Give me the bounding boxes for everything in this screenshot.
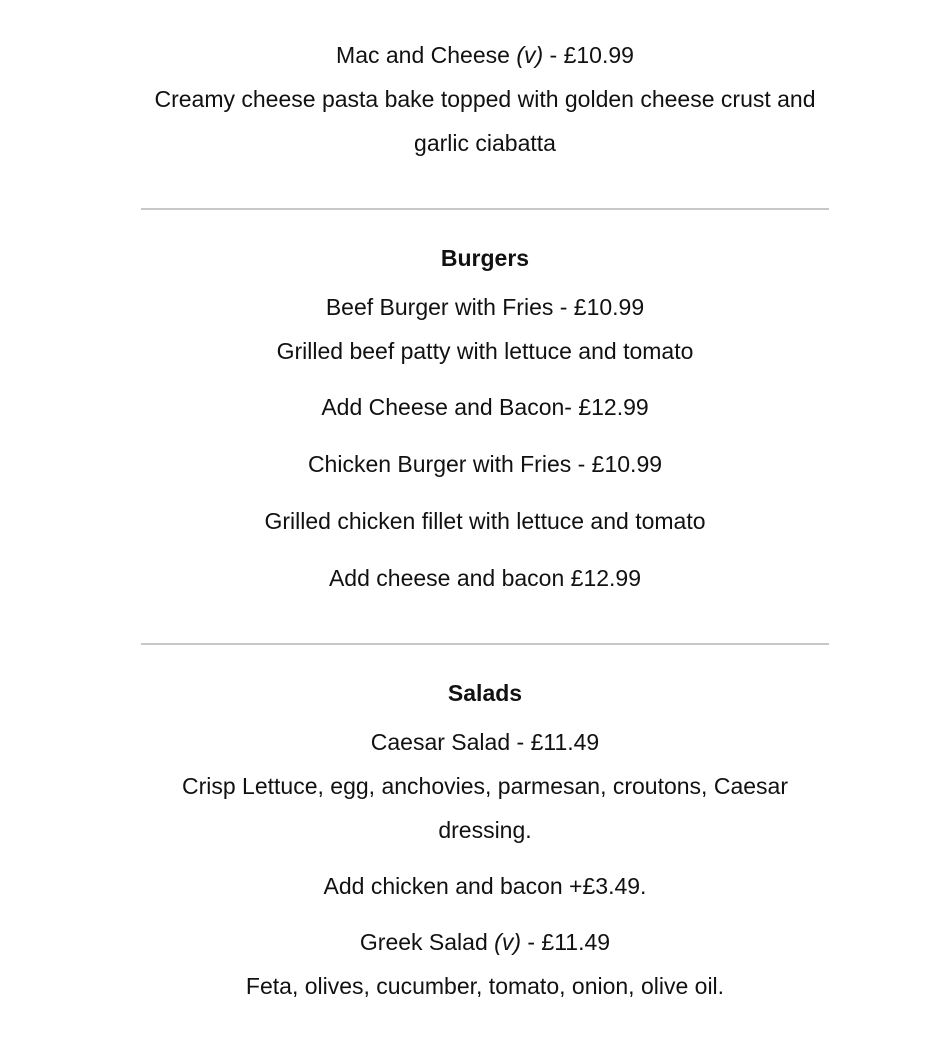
menu-document <box>141 0 829 1008</box>
menu-item-addon: Add chicken and bacon +£3.49. <box>323 873 647 899</box>
menu-item-beef-burger: Beef Burger with Fries - £10.99 <box>325 294 645 320</box>
item-price: - £11.49 <box>520 929 611 955</box>
menu-item-chicken-burger: Chicken Burger with Fries - £10.99 <box>307 451 663 477</box>
vegetarian-marker: (v) <box>516 42 544 68</box>
menu-item-description: Crisp Lettuce, egg, anchovies, parmesan, croutons, Caesar dressing. <box>182 773 788 843</box>
vegetarian-marker: (v) <box>494 929 521 955</box>
menu-item-addon: Add cheese and bacon £12.99 <box>328 565 642 591</box>
section-heading-salads: Salads <box>447 680 523 706</box>
menu-item-addon: Add Cheese and Bacon- £12.99 <box>321 394 649 420</box>
menu-item-greek-salad <box>141 920 829 964</box>
menu-item-mac-and-cheese <box>141 33 829 77</box>
item-name: Greek Salad <box>359 929 488 955</box>
menu-item-description: Feta, olives, cucumber, tomato, onion, olive oil. <box>245 973 725 999</box>
item-price: - £10.99 <box>543 42 634 68</box>
menu-item-caesar-salad: Caesar Salad - £11.49 <box>370 729 600 755</box>
menu-item-description: Grilled beef patty with lettuce and tomato <box>276 338 694 364</box>
item-name: Mac and Cheese <box>336 42 510 68</box>
menu-item-description: Grilled chicken fillet with lettuce and tomato <box>264 508 706 534</box>
section-heading-burgers: Burgers <box>440 245 530 271</box>
menu-item-description: Creamy cheese pasta bake topped with golden cheese crust and garlic ciabatta <box>154 86 816 156</box>
